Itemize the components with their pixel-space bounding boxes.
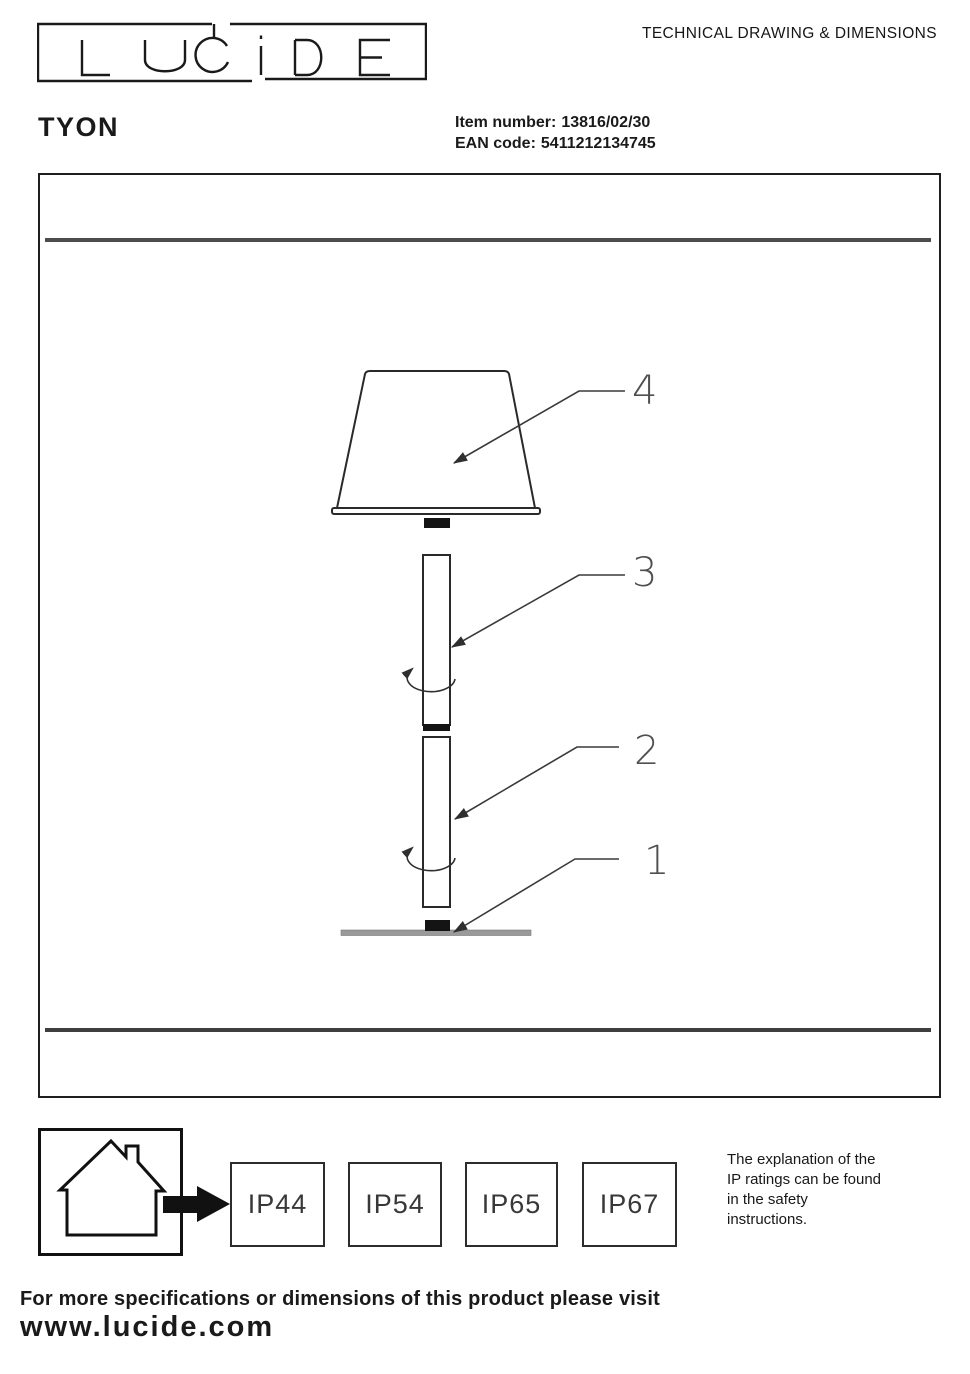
shade-socket [424,518,450,528]
item-number-label: Item number: [455,114,557,131]
ip-ratings-note [727,1150,942,1230]
ip44-label: IP44 [247,1189,308,1219]
ip-rating-box-ip67 [582,1162,677,1247]
ip-rating-box-ip54 [348,1162,442,1247]
leader-line-3 [452,575,625,647]
ip-rating-box-ip44 [230,1162,325,1247]
ip65-label: IP65 [481,1189,542,1219]
ip54-label: IP54 [365,1189,425,1219]
upper-stem-tube [423,555,450,725]
letter-U [145,40,185,71]
lamp-exploded-diagram [40,175,937,1094]
lucide-logo [37,22,427,84]
ip-note-line: The explanation of the [727,1151,876,1168]
page-title: TECHNICAL DRAWING & DIMENSIONS [641,25,937,42]
ean-code-label: EAN code: [455,135,536,152]
footer-text: For more specifications or dimensions of this product please visit [20,1288,660,1310]
callout-3: 3 [632,550,658,596]
ip-note-line: IP ratings can be found [727,1171,881,1188]
lower-stem-tube [423,737,450,907]
website-url: www.lucide.com [20,1311,275,1343]
letter-L [82,40,110,75]
arrow-right-icon [160,1180,235,1225]
leader-line-2 [455,747,619,819]
lamp-shade [337,371,535,508]
item-number-value: 13816/02/30 [561,114,651,131]
callout-4: 4 [632,368,658,414]
top-rule [45,238,931,242]
ip67-label: IP67 [599,1189,660,1219]
ean-code-row [455,133,656,154]
letter-E [360,40,390,75]
callout-2: 2 [634,728,660,774]
base-socket [425,920,450,931]
ean-code-value: 5411212134745 [540,135,656,152]
item-number-row [455,112,656,133]
technical-drawing-frame [38,173,941,1098]
letter-C [196,38,228,72]
shade-bottom-rim [332,508,540,514]
ip-rating-box-ip65 [465,1162,558,1247]
leader-line-1 [454,859,619,932]
product-codes [455,112,656,154]
bottom-rule [45,1028,931,1032]
tube-coupling [423,724,450,731]
ip-note-line: in the safety [727,1191,808,1208]
product-name: TYON [38,112,120,142]
callout-1: 1 [644,838,670,884]
ip-note-line: instructions. [727,1211,808,1228]
letter-D [295,40,321,75]
